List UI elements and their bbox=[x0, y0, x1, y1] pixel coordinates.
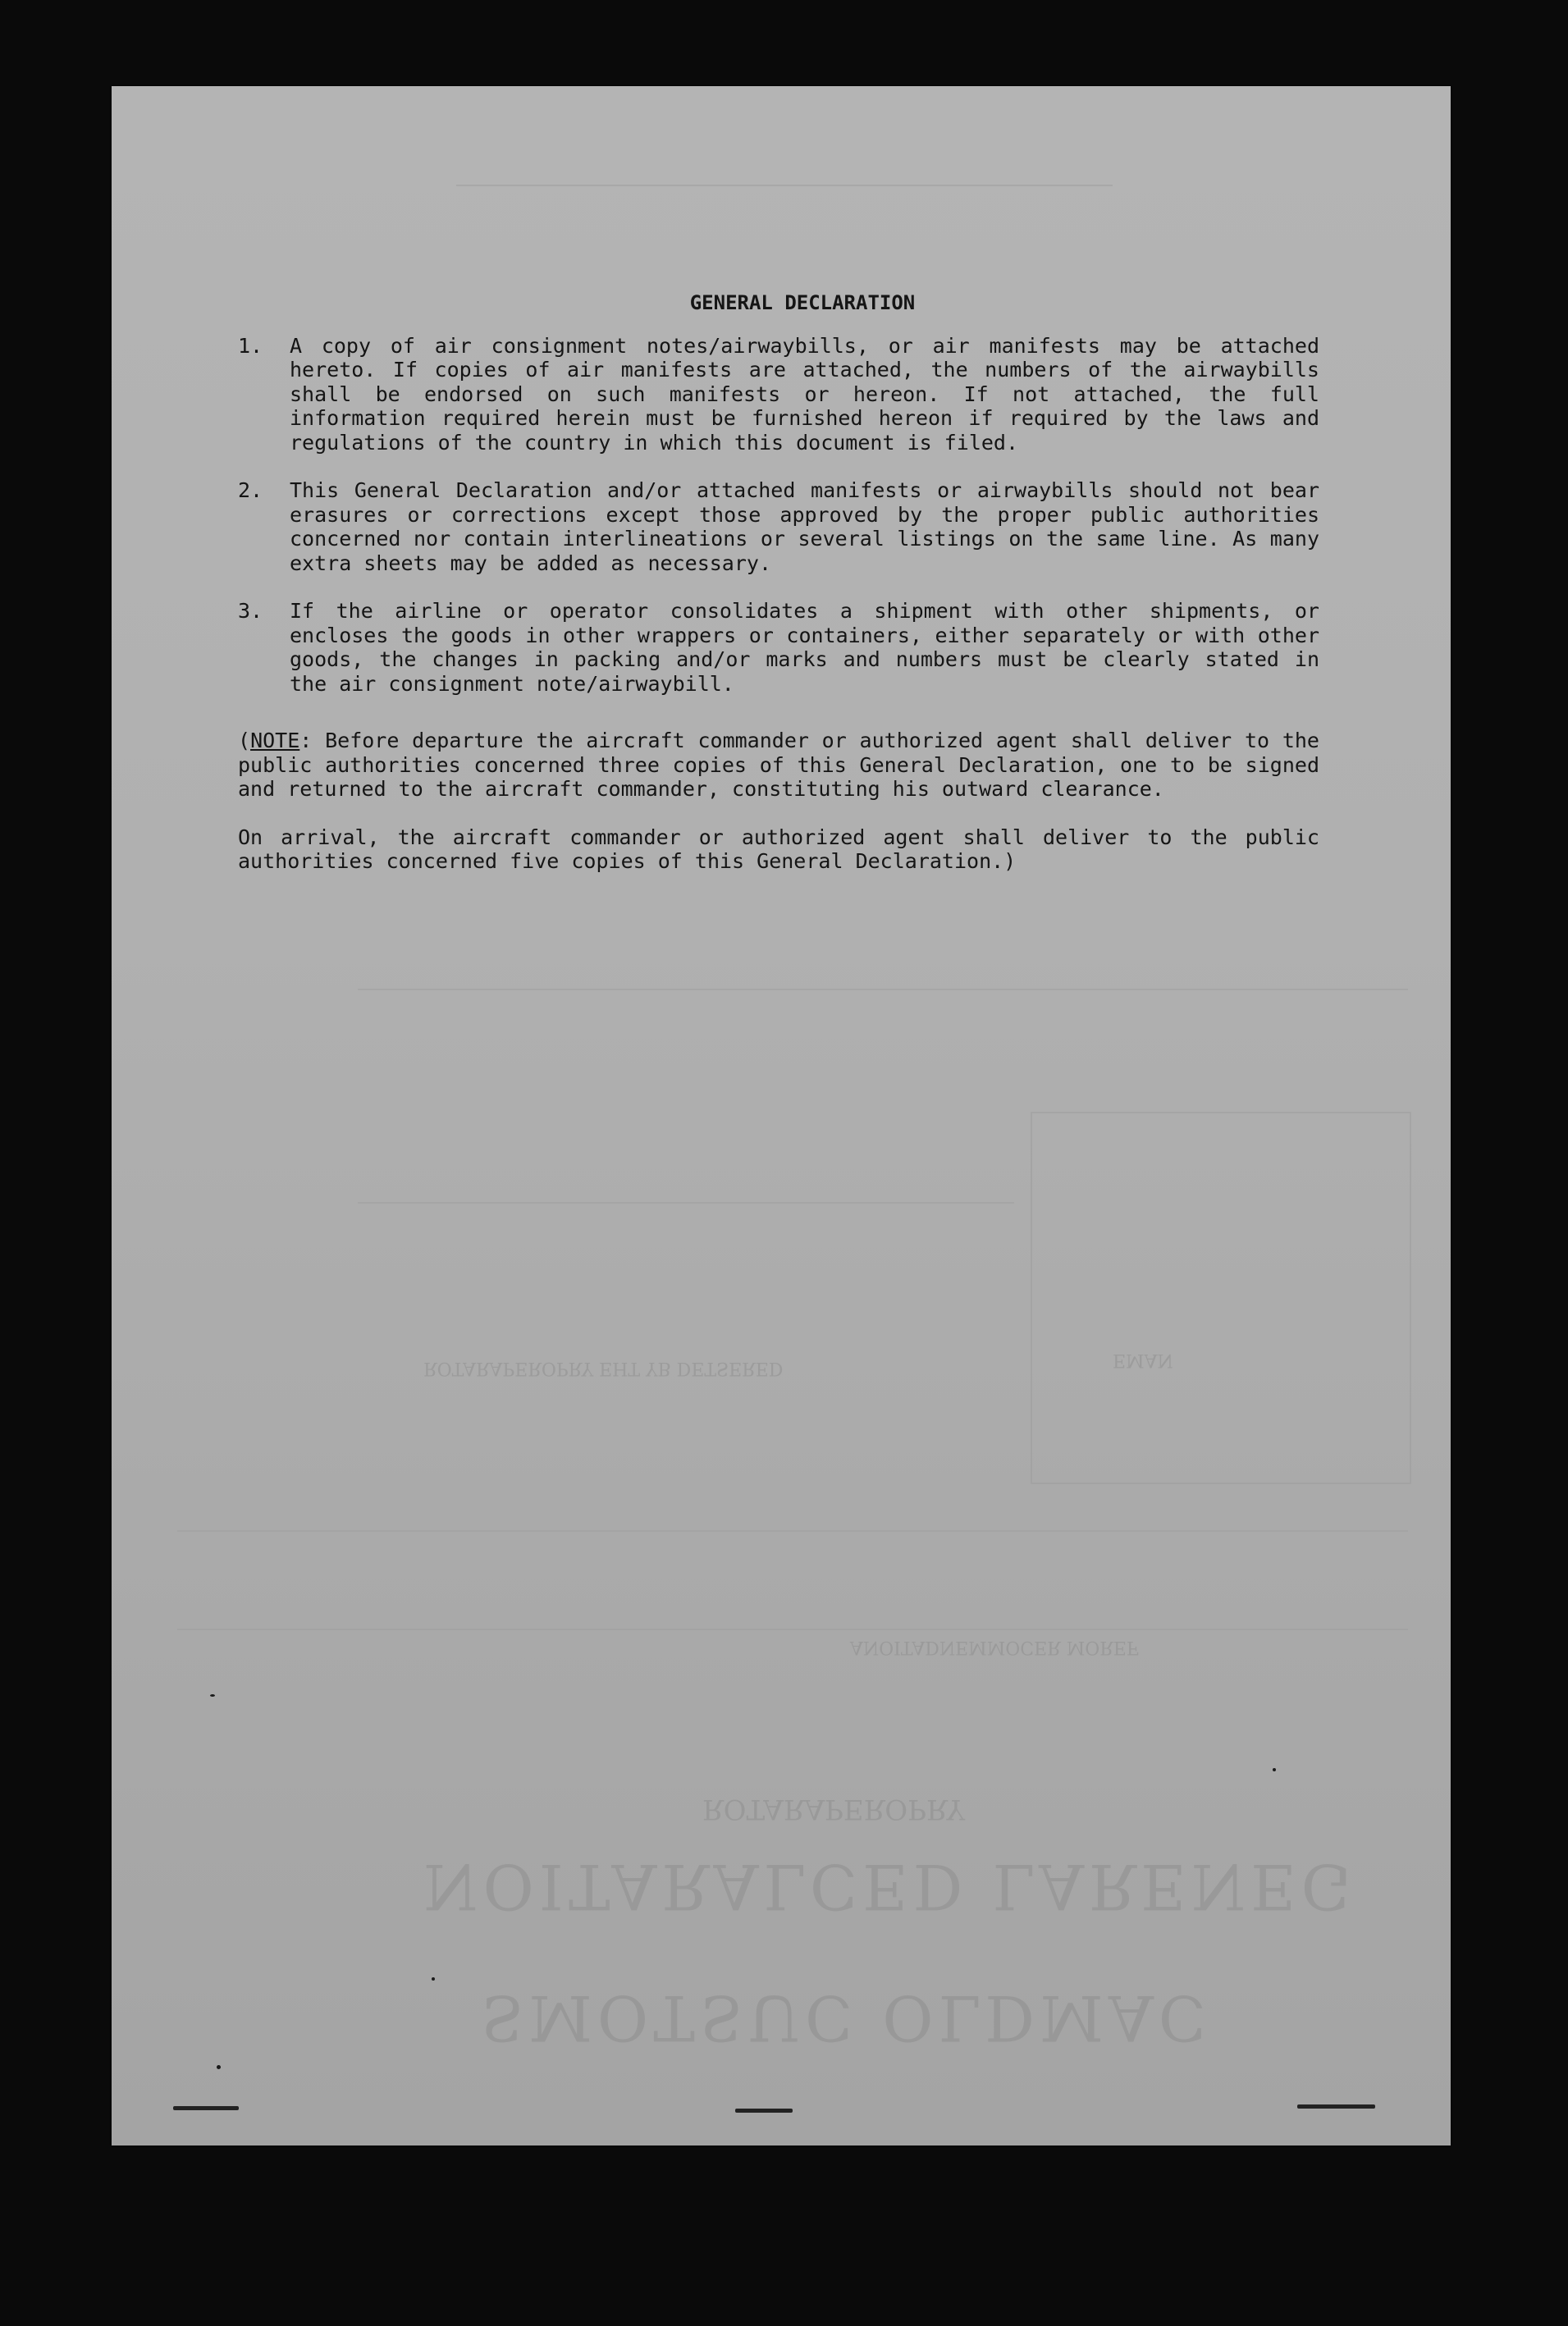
item-text: A copy of air consignment notes/airwaybills, or air manifests may be attached hereto. If copies of air manifests are attached, the numbers of the airwaybills shall be endorsed on such manifests or hereon. If not attached, the full information required herein must be furnished hereon if required by the laws and regulations of the country in which this document is filed. bbox=[290, 333, 1319, 455]
bleed-through-heading-2: SMOTSUC OLDMAC bbox=[481, 1981, 1211, 2054]
instruction-item-2 bbox=[238, 478, 1319, 575]
note-text: : Before departure the aircraft commander or authorized agent shall deliver to the public authorities concerned three copies of this General Declaration, one to be signed and returned to the aircraft commander, constituting his outward clearance. bbox=[238, 729, 1319, 801]
arrival-paragraph: On arrival, the aircraft commander or authorized agent shall deliver to the public authorities concerned five copies of this General Declaration.) bbox=[238, 825, 1319, 873]
note-paragraph bbox=[238, 729, 1319, 802]
bleed-through-text: ROTARAPEROPRY bbox=[702, 1793, 966, 1826]
scan-speck bbox=[210, 1694, 215, 1697]
scan-edge-mark bbox=[1297, 2104, 1375, 2109]
scan-speck bbox=[1273, 1768, 1276, 1771]
bleed-through-box bbox=[1031, 1112, 1411, 1484]
bleed-through-rule-1 bbox=[177, 1629, 1408, 1630]
instruction-item-1 bbox=[238, 334, 1319, 455]
bleed-through-rule-3 bbox=[358, 989, 1408, 990]
item-number: 2. bbox=[238, 478, 263, 502]
item-text: If the airline or operator consolidates a shipment with other shipments, or encloses the goods in other wrappers or containers, either separately or with other goods, the changes in packing and/or marks and numbers must be clearly stated in the air consignment note/airwaybill. bbox=[290, 599, 1319, 696]
note-label: NOTE bbox=[250, 729, 300, 752]
scan-edge-mark bbox=[735, 2109, 793, 2113]
document-page bbox=[112, 86, 1451, 2145]
document-title: GENERAL DECLARATION bbox=[689, 291, 916, 314]
scan-speck bbox=[217, 2065, 221, 2069]
item-number: 1. bbox=[238, 333, 263, 358]
bleed-through-heading: NOITARALCED LARENEG bbox=[423, 1850, 1356, 1923]
bleed-through-text-3: ROTARAPEROPRY EHT YB DETSERED bbox=[423, 1358, 784, 1378]
item-number: 3. bbox=[238, 599, 263, 623]
declaration-text bbox=[238, 291, 1319, 874]
instruction-item-3 bbox=[238, 599, 1319, 696]
bleed-through-rule-5 bbox=[456, 185, 1113, 186]
scan-edge-mark bbox=[173, 2106, 239, 2110]
bleed-through-rule-4 bbox=[358, 1202, 1014, 1204]
scan-speck bbox=[432, 1977, 435, 1981]
bleed-through-text-2: ANOITADNEMMOCER MOREF bbox=[850, 1637, 1140, 1657]
bleed-through-text-4: EMAN bbox=[1113, 1350, 1173, 1370]
item-text: This General Declaration and/or attached manifests or airwaybills should not bear erasures or corrections except those approved by the proper public authorities concerned nor contain interlineations or several listings on the same line. As many extra sheets may be added as necessary. bbox=[290, 478, 1319, 575]
bleed-through-rule-2 bbox=[177, 1530, 1408, 1532]
note-open-paren: ( bbox=[238, 729, 251, 752]
